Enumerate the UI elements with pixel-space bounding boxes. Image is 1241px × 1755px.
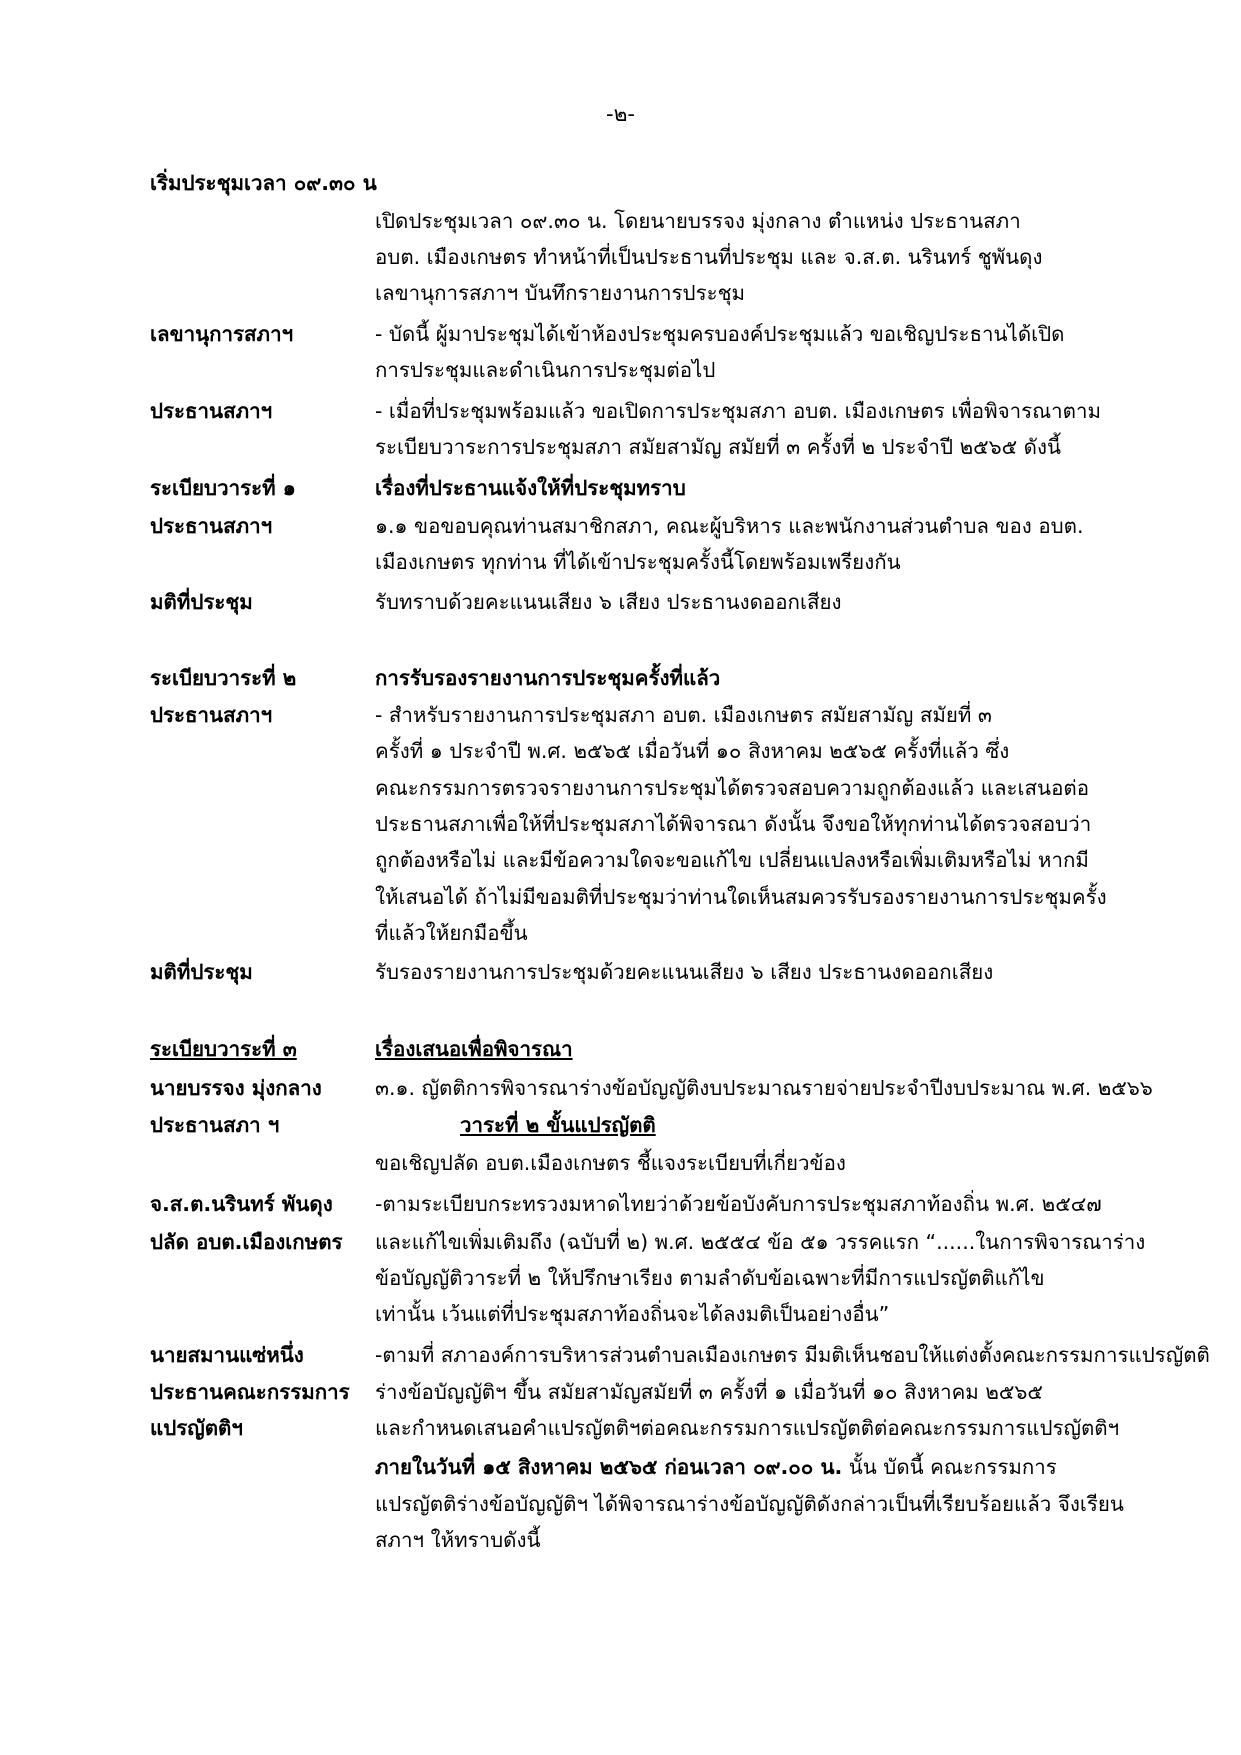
agenda-3-regulation-line: -ตามระเบียบกระทรวงมหาดไทยว่าด้วยข้อบังคับการประชุมสภาท้องถิ่น พ.ศ. ๒๕๔๗ bbox=[375, 1192, 1102, 1216]
agenda-2-line: ครั้งที่ ๑ ประจำปี พ.ศ. ๒๕๖๕ เมื่อวันที่ ๑๐ สิงหาคม ๒๕๖๕ ครั้งที่แล้ว ซึ่ง bbox=[375, 739, 1010, 763]
deadline-text: ภายในวันที่ ๑๕ สิงหาคม ๒๕๖๕ ก่อนเวลา ๐๙.๐๐ น. bbox=[375, 1455, 843, 1479]
agenda-2-title: การรับรองรายงานการประชุมครั้งที่แล้ว bbox=[375, 666, 721, 690]
secretary-line: - บัดนี้ ผู้มาประชุมได้เข้าห้องประชุมครบองค์ประชุมแล้ว ขอเชิญประธานได้เปิด bbox=[375, 322, 1065, 346]
agenda-2-label: ระเบียบวาระที่ ๒ bbox=[150, 666, 297, 690]
agenda-2-line: ให้เสนอได้ ถ้าไม่มีขอมติที่ประชุมว่าท่านใดเห็นสมควรรับรองรายงานการประชุมครั้ง bbox=[375, 885, 1107, 909]
chair-open-line: - เมื่อที่ประชุมพร้อมแล้ว ขอเปิดการประชุมสภา อบต. เมืองเกษตร เพื่อพิจารณาตาม bbox=[375, 399, 1102, 423]
agenda-1-label: ระเบียบวาระที่ ๑ bbox=[150, 476, 296, 500]
speaker-role: ประธานคณะกรรมการ bbox=[150, 1380, 350, 1404]
meeting-start-time: เริ่มประชุมเวลา ๐๙.๓๐ น bbox=[150, 171, 377, 195]
agenda-3-invite: ขอเชิญปลัด อบต.เมืองเกษตร ชี้แจงระเบียบที่เกี่ยวข้อง bbox=[375, 1151, 846, 1175]
speaker-chair: ประธานสภาฯ bbox=[150, 399, 273, 423]
chair-open-line: ระเบียบวาระการประชุมสภา สมัยสามัญ สมัยที่ ๓ ครั้งที่ ๒ ประจำปี ๒๕๖๕ ดังนี้ bbox=[375, 435, 1061, 459]
speaker-chair: ประธานสภาฯ bbox=[150, 514, 273, 538]
agenda-2-line: - สำหรับรายงานการประชุมสภา อบต. เมืองเกษตร สมัยสามัญ สมัยที่ ๓ bbox=[375, 703, 992, 727]
agenda-1-line: ๑.๑ ขอขอบคุณท่านสมาชิกสภา, คณะผู้บริหาร และพนักงานส่วนตำบล ของ อบต. bbox=[375, 514, 1084, 538]
agenda-2-line: ที่แล้วให้ยกมือขึ้น bbox=[375, 921, 528, 945]
agenda-2-line: ประธานสภาเพื่อให้ที่ประชุมสภาได้พิจารณา ดังนั้น จึงขอให้ทุกท่านได้ตรวจสอบว่า bbox=[375, 812, 1092, 836]
agenda-2-resolution: รับรองรายงานการประชุมด้วยคะแนนเสียง ๖ เสียง ประธานงดออกเสียง bbox=[375, 960, 994, 984]
secretary-line: การประชุมและดำเนินการประชุมต่อไป bbox=[375, 358, 716, 382]
opening-line: เปิดประชุมเวลา ๐๙.๓๐ น. โดยนายบรรจง มุ่งกลาง ตำแหน่ง ประธานสภา bbox=[375, 209, 1021, 233]
agenda-3-label: ระเบียบวาระที่ ๓ bbox=[150, 1037, 297, 1061]
agenda-1-line: เมืองเกษตร ทุกท่าน ที่ได้เข้าประชุมครั้งนี้โดยพร้อมเพรียงกัน bbox=[375, 550, 901, 574]
deadline-followup: นั้น บัดนี้ คณะกรรมการ bbox=[842, 1455, 1057, 1479]
agenda-3-committee-line: และกำหนดเสนอคำแปรญัตติฯต่อคณะกรรมการแปรญัตติต่อคณะกรรมการแปรญัตติฯ bbox=[375, 1416, 1120, 1440]
opening-line: เลขานุการสภาฯ บันทึกรายงานการประชุม bbox=[375, 281, 746, 305]
resolution-label: มติที่ประชุม bbox=[150, 590, 253, 614]
speaker-secretary: เลขานุการสภาฯ bbox=[150, 322, 294, 346]
opening-line: อบต. เมืองเกษตร ทำหน้าที่เป็นประธานที่ประชุม และ จ.ส.ต. นรินทร์ ชูพันดุง bbox=[375, 245, 1043, 269]
page-number: -๒- bbox=[606, 102, 635, 126]
speaker-role: ปลัด อบต.เมืองเกษตร bbox=[150, 1230, 343, 1254]
agenda-3-regulation-line: เท่านั้น เว้นแต่ที่ประชุมสภาท้องถิ่นจะได้ลงมติเป็นอย่างอื่น” bbox=[375, 1302, 890, 1326]
agenda-1-title: เรื่องที่ประธานแจ้งให้ที่ประชุมทราบ bbox=[375, 476, 686, 500]
agenda-2-line: คณะกรรมการตรวจรายงานการประชุมได้ตรวจสอบความถูกต้องแล้ว และเสนอต่อ bbox=[375, 776, 1090, 800]
resolution-label: มติที่ประชุม bbox=[150, 960, 253, 984]
agenda-3-committee-line: -ตามที่ สภาองค์การบริหารส่วนตำบลเมืองเกษตร มีมติเห็นชอบให้แต่งตั้งคณะกรรมการแปรญัตติ bbox=[375, 1343, 1210, 1367]
speaker-name: นายบรรจง มุ่งกลาง bbox=[150, 1076, 322, 1100]
speaker-role: ประธานสภา ฯ bbox=[150, 1113, 280, 1137]
speaker-name: นายสมานแซ่หนึ่ง bbox=[150, 1343, 304, 1367]
agenda-3-committee-line: ร่างข้อบัญญัติฯ ขึ้น สมัยสามัญสมัยที่ ๓ ครั้งที่ ๑ เมื่อวันที่ ๑๐ สิงหาคม ๒๕๖๕ bbox=[375, 1380, 1043, 1404]
agenda-3-item: ๓.๑. ญัตติการพิจารณาร่างข้อบัญญัติงบประมาณรายจ่ายประจำปีงบประมาณ พ.ศ. ๒๕๖๖ bbox=[375, 1076, 1153, 1100]
agenda-3-committee-line: สภาฯ ให้ทราบดังนี้ bbox=[375, 1528, 541, 1552]
agenda-3-regulation-line: ข้อบัญญัติวาระที่ ๒ ให้ปรึกษาเรียง ตามลำดับข้อเฉพาะที่มีการแปรญัตติแก้ไข bbox=[375, 1266, 1045, 1290]
speaker-name: จ.ส.ต.นรินทร์ พันดุง bbox=[150, 1192, 333, 1216]
agenda-3-subtitle: วาระที่ ๒ ขั้นแปรญัตติ bbox=[460, 1113, 656, 1137]
agenda-1-resolution: รับทราบด้วยคะแนนเสียง ๖ เสียง ประธานงดออกเสียง bbox=[375, 590, 842, 614]
agenda-3-regulation-line: และแก้ไขเพิ่มเติมถึง (ฉบับที่ ๒) พ.ศ. ๒๕๕๔ ข้อ ๕๑ วรรคแรก “......ในการพิจารณาร่าง bbox=[375, 1230, 1146, 1254]
speaker-chair: ประธานสภาฯ bbox=[150, 703, 273, 727]
speaker-role: แปรญัตติฯ bbox=[150, 1416, 243, 1440]
agenda-3-deadline-line bbox=[375, 1449, 1057, 1485]
agenda-3-committee-line: แปรญัตติร่างข้อบัญญัติฯ ได้พิจารณาร่างข้อบัญญัติดังกล่าวเป็นที่เรียบร้อยแล้ว จึงเรียน bbox=[375, 1492, 1124, 1516]
agenda-2-line: ถูกต้องหรือไม่ และมีข้อความใดจะขอแก้ไข เปลี่ยนแปลงหรือเพิ่มเติมหรือไม่ หากมี bbox=[375, 848, 1089, 872]
agenda-3-title: เรื่องเสนอเพื่อพิจารณา bbox=[375, 1037, 573, 1061]
